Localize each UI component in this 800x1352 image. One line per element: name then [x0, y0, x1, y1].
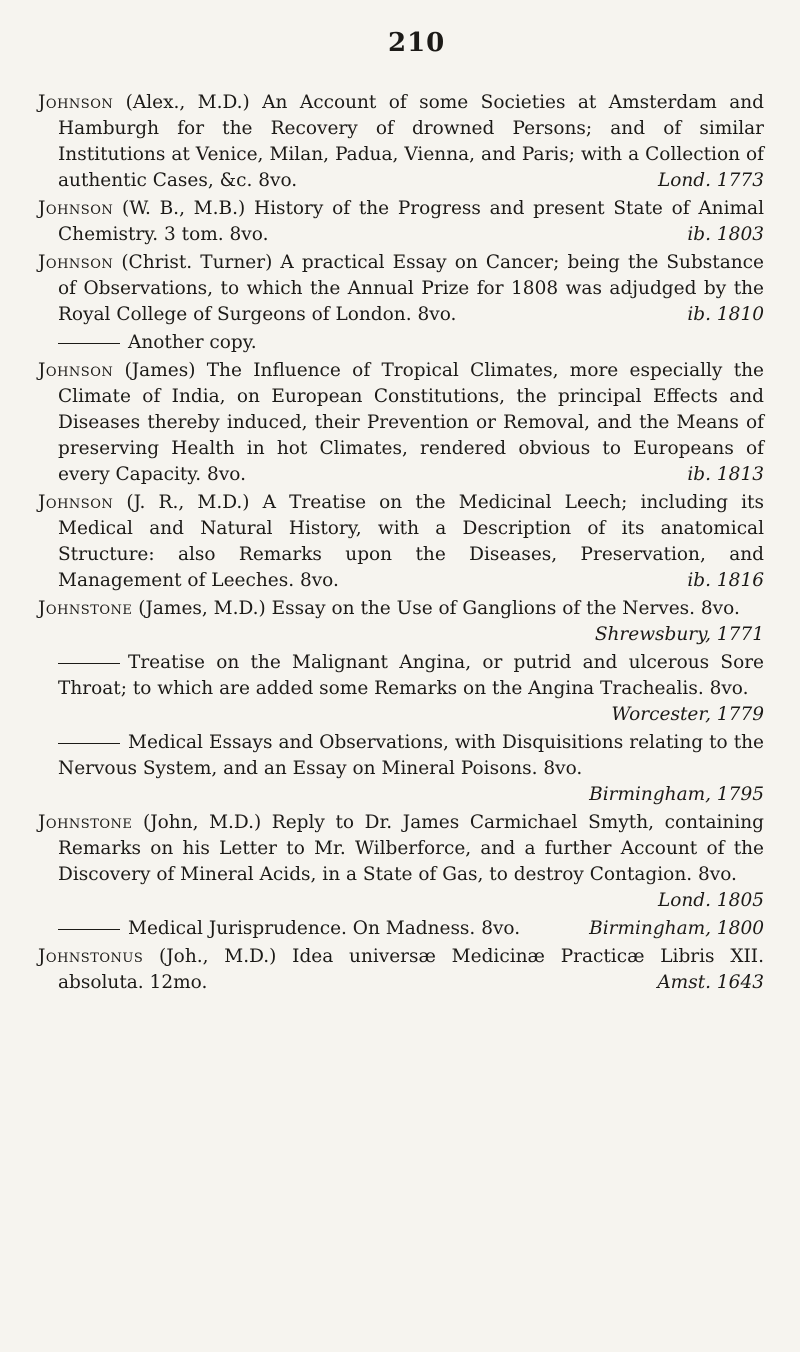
page-number: 210: [388, 28, 446, 58]
entry-text: Another copy.: [128, 332, 257, 353]
entry-text: (James) The Influence of Tropical Climates, more especially the Climate of India, on European Constitutions, the principal Effects and Diseases thereby induced, their Prevention or Removal, and the Means of preserving Health in hot Climates, rendered obvious to Europeans of every Capacity. 8vo.: [58, 360, 764, 485]
entry-text: (W. B., M.B.) History of the Progress and present State of Animal Chemistry. 3 tom. 8vo.: [58, 198, 764, 245]
entry-author: Johnstone: [38, 812, 133, 833]
entry-imprint: Lond. 1805: [657, 890, 764, 911]
entry-imprint: Birmingham, 1795: [589, 784, 764, 805]
entry-imprint: ib. 1816: [687, 570, 764, 591]
ditto-dash: [58, 343, 120, 344]
entry-text: (Joh., M.D.) Idea universæ Medicinæ Practicæ Libris XII. absoluta. 12mo.: [58, 946, 764, 993]
entry-text: (Christ. Turner) A practical Essay on Cancer; being the Substance of Observations, to which the Annual Prize for 1808 was adjudged by the Royal College of Surgeons of London. 8vo.: [58, 252, 764, 325]
ditto-dash: [58, 743, 120, 744]
catalogue-entry: [38, 490, 764, 594]
ditto-dash: [58, 929, 120, 930]
entry-text: Medical Jurisprudence. On Madness. 8vo.: [128, 918, 521, 939]
entry-author: Johnson: [38, 360, 114, 381]
entry-text: (John, M.D.) Reply to Dr. James Carmichael Smyth, containing Remarks on his Letter to Mr. Wilberforce, and a further Account of the Discovery of Mineral Acids, in a State of Gas, to destroy Contagion. 8vo.: [58, 812, 764, 885]
catalogue-entry: [38, 944, 764, 996]
entry-author: Johnstonus: [38, 946, 144, 967]
entry-imprint: ib. 1803: [687, 224, 764, 245]
entry-author: Johnson: [38, 92, 114, 113]
entry-imprint: ib. 1813: [687, 464, 764, 485]
catalogue-page: [30, 28, 790, 1328]
catalogue-entry: [38, 250, 764, 328]
entry-imprint: Amst. 1643: [657, 972, 764, 993]
catalogue-entry: [38, 596, 764, 648]
catalogue-entry: [38, 196, 764, 248]
catalogue-entry-continuation: [38, 730, 764, 808]
ditto-dash: [58, 663, 120, 664]
catalogue-entry-continuation: [38, 330, 764, 356]
entry-author: Johnson: [38, 492, 114, 513]
entry-text: (James, M.D.) Essay on the Use of Ganglions of the Nerves. 8vo.: [132, 598, 740, 619]
entry-text: Treatise on the Malignant Angina, or putrid and ulcerous Sore Throat; to which are added some Remarks on the Angina Trachealis. 8vo.: [58, 652, 764, 699]
entry-author: Johnson: [38, 252, 114, 273]
catalogue-entry: [38, 810, 764, 914]
entry-imprint: Lond. 1773: [657, 170, 764, 191]
catalogue-entry: [38, 358, 764, 488]
entry-text: (Alex., M.D.) An Account of some Societies at Amsterdam and Hamburgh for the Recovery of drowned Persons; and of similar Institutions at Venice, Milan, Padua, Vienna, and Paris; with a Collection of authentic Cases, &c. 8vo.: [58, 92, 764, 191]
entry-text: (J. R., M.D.) A Treatise on the Medicinal Leech; including its Medical and Natural History, with a Description of its anatomical Structure: also Remarks upon the Diseases, Preservation, and Management of Leeches. 8vo.: [58, 492, 764, 591]
entry-imprint: ib. 1810: [687, 304, 764, 325]
entry-author: Johnson: [38, 198, 114, 219]
entry-imprint: Worcester, 1779: [611, 704, 764, 725]
catalogue-entries: [38, 90, 764, 998]
entry-imprint: Shrewsbury, 1771: [594, 624, 764, 645]
entry-imprint: Birmingham, 1800: [589, 918, 764, 939]
catalogue-entry: [38, 90, 764, 194]
entry-text: Medical Essays and Observations, with Disquisitions relating to the Nervous System, and an Essay on Mineral Poisons. 8vo.: [58, 732, 764, 779]
catalogue-entry-continuation: [38, 650, 764, 728]
entry-author: Johnstone: [38, 598, 133, 619]
catalogue-entry-continuation: [38, 916, 764, 942]
